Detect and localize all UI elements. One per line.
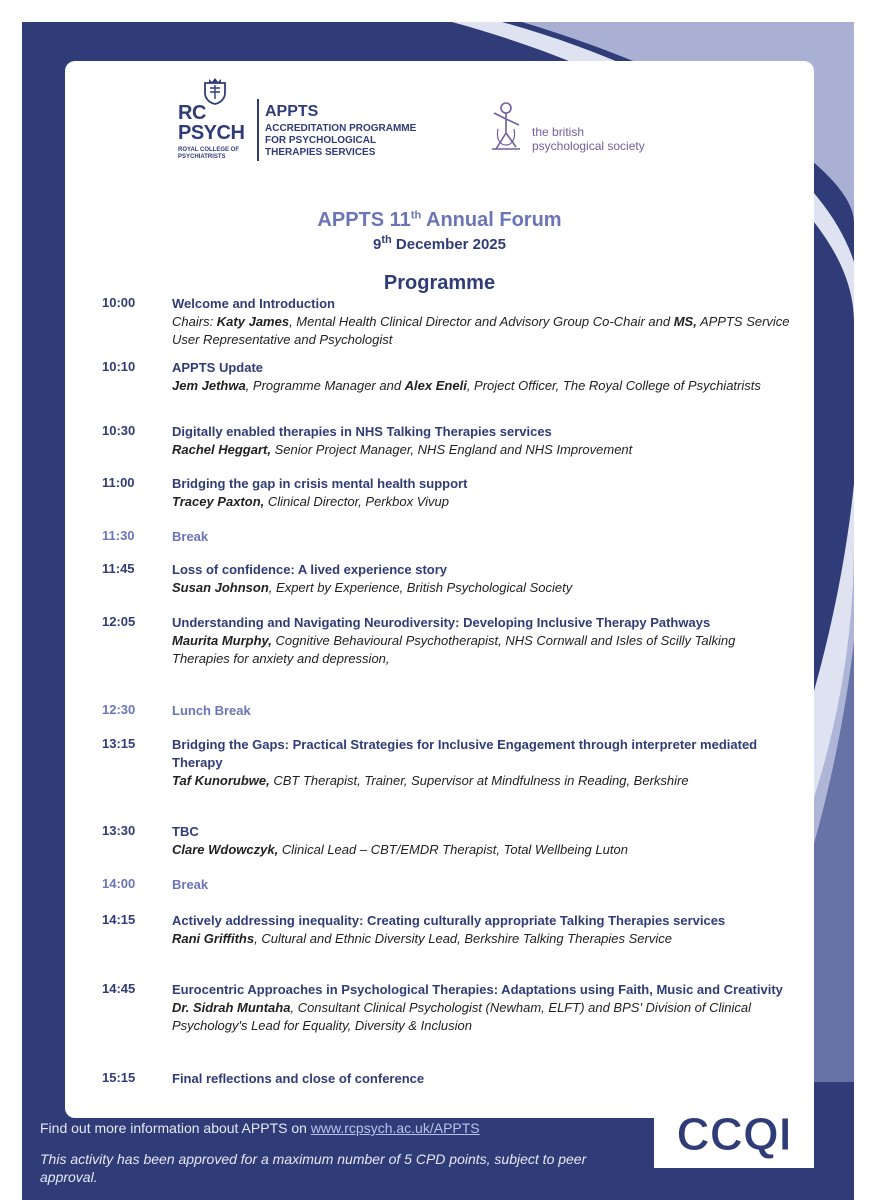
- programme-content: [172, 614, 792, 668]
- programme-time: 10:10: [102, 359, 136, 374]
- programme-session-title: Final reflections and close of conference: [172, 1071, 425, 1086]
- programme-session-title: TBC: [172, 824, 199, 839]
- programme-content: [172, 702, 792, 720]
- programme-speaker-details: Susan Johnson, Expert by Experience, British Psychological Society: [172, 580, 573, 595]
- appts-logo-title: APPTS: [265, 103, 319, 120]
- poster-page: [22, 22, 854, 1200]
- programme-content: [172, 359, 792, 395]
- programme-content: [172, 912, 792, 948]
- forum-title: [65, 209, 814, 232]
- rcpsych-logo-line2: PSYCH: [178, 122, 245, 144]
- appts-website-link[interactable]: www.rcpsych.ac.uk/APPTS: [310, 1120, 480, 1136]
- programme-session-title: Lunch Break: [172, 703, 251, 718]
- forum-date: [65, 234, 814, 253]
- programme-session-title: Break: [172, 877, 209, 892]
- programme-time: 13:15: [102, 736, 136, 751]
- forum-date-pre: 9: [373, 236, 382, 253]
- programme-session-title: APPTS Update: [172, 360, 264, 375]
- programme-speaker-details: Clare Wdowczyk, Clinical Lead – CBT/EMDR Therapist, Total Wellbeing Luton: [172, 842, 628, 857]
- bps-logo-line2: psychological society: [532, 139, 645, 153]
- programme-time: 14:45: [102, 981, 136, 996]
- logo-divider: [257, 99, 259, 161]
- programme-session-title: Understanding and Navigating Neurodiversity: Developing Inclusive Therapy Pathways: [172, 615, 711, 630]
- crest-icon: [202, 77, 228, 105]
- programme-speaker-details: Chairs: Katy James, Mental Health Clinical Director and Advisory Group Co-Chair and MS, APPTS Service User Representative and Psychologist: [172, 314, 790, 347]
- programme-content: [172, 823, 792, 859]
- programme-time: 11:30: [102, 528, 135, 543]
- programme-content: [172, 295, 792, 349]
- programme-time: 12:05: [102, 614, 136, 629]
- programme-content: [172, 561, 792, 597]
- programme-speaker-details: Maurita Murphy, Cognitive Behavioural Psychotherapist, NHS Cornwall and Isles of Scilly Talking Therapies for anxiety and depression,: [172, 633, 736, 666]
- programme-session-title: Welcome and Introduction: [172, 296, 335, 311]
- programme-time: 14:15: [102, 912, 136, 927]
- programme-time: 10:00: [102, 295, 136, 310]
- programme-content: [172, 1070, 792, 1088]
- programme-time: 14:00: [102, 876, 136, 891]
- programme-session-title: Bridging the gap in crisis mental health support: [172, 476, 468, 491]
- programme-content: [172, 981, 792, 1035]
- ccqi-logo-icon: [654, 1098, 814, 1168]
- appts-logo-subtitle: ACCREDITATION PROGRAMME FOR PSYCHOLOGICAL THERAPIES SERVICES: [265, 123, 417, 158]
- programme-speaker-details: Rani Griffiths, Cultural and Ethnic Diversity Lead, Berkshire Talking Therapies Service: [172, 931, 672, 946]
- footer-cpd-note: This activity has been approved for a maximum number of 5 CPD points, subject to peer approval.: [40, 1151, 587, 1185]
- rcpsych-logo-small: ROYAL COLLEGE OF PSYCHIATRISTS: [178, 147, 240, 160]
- forum-date-post: December 2025: [391, 236, 506, 253]
- rcpsych-logo-line1: RC: [178, 102, 206, 124]
- ccqi-logo-text: CCQI: [676, 1108, 792, 1160]
- programme-content: [172, 423, 792, 459]
- programme-session-title: Bridging the Gaps: Practical Strategies for Inclusive Engagement through interpreter mediated Therapy: [172, 737, 758, 770]
- bps-figure-icon: [486, 99, 526, 157]
- programme-speaker-details: Taf Kunorubwe, CBT Therapist, Trainer, Supervisor at Mindfulness in Reading, Berkshire: [172, 773, 689, 788]
- programme-session-title: Actively addressing inequality: Creating culturally appropriate Talking Therapies services: [172, 913, 726, 928]
- programme-time: 11:00: [102, 475, 135, 490]
- forum-title-pre: APPTS 11: [317, 209, 411, 231]
- forum-date-sup: th: [381, 234, 392, 246]
- footer-info-text: Find out more information about APPTS on: [40, 1120, 311, 1136]
- programme-session-title: Break: [172, 529, 209, 544]
- bps-logo-text: [532, 125, 645, 153]
- programme-time: 11:45: [102, 561, 135, 576]
- programme-session-title: Loss of confidence: A lived experience story: [172, 562, 448, 577]
- programme-content: [172, 736, 792, 790]
- programme-speaker-details: Jem Jethwa, Programme Manager and Alex Eneli, Project Officer, The Royal College of Psychiatrists: [172, 378, 761, 393]
- footer-info: [40, 1120, 480, 1136]
- programme-time: 13:30: [102, 823, 136, 838]
- programme-speaker-details: Tracey Paxton, Clinical Director, Perkbox Vivup: [172, 494, 449, 509]
- programme-session-title: Eurocentric Approaches in Psychological Therapies: Adaptations using Faith, Music and Creativity: [172, 982, 783, 997]
- programme-heading: Programme: [383, 272, 496, 294]
- programme-content: [172, 528, 792, 546]
- forum-title-sup: th: [410, 209, 422, 222]
- programme-speaker-details: Rachel Heggart, Senior Project Manager, NHS England and NHS Improvement: [172, 442, 633, 457]
- footer: [22, 1098, 854, 1200]
- rcpsych-logo: [174, 77, 254, 163]
- forum-title-post: Annual Forum: [421, 209, 562, 231]
- programme-time: 10:30: [102, 423, 136, 438]
- programme-speaker-details: Dr. Sidrah Muntaha, Consultant Clinical Psychologist (Newham, ELFT) and BPS' Division of Clinical Psychology's Lead for Equality, Diversity & Inclusion: [172, 1000, 752, 1033]
- programme-time: 15:15: [102, 1070, 136, 1085]
- programme-content: [172, 876, 792, 894]
- programme-card: [65, 61, 814, 1118]
- programme-session-title: Digitally enabled therapies in NHS Talking Therapies services: [172, 424, 552, 439]
- programme-content: [172, 475, 792, 511]
- bps-logo-line1: the british: [532, 125, 585, 139]
- programme-time: 12:30: [102, 702, 136, 717]
